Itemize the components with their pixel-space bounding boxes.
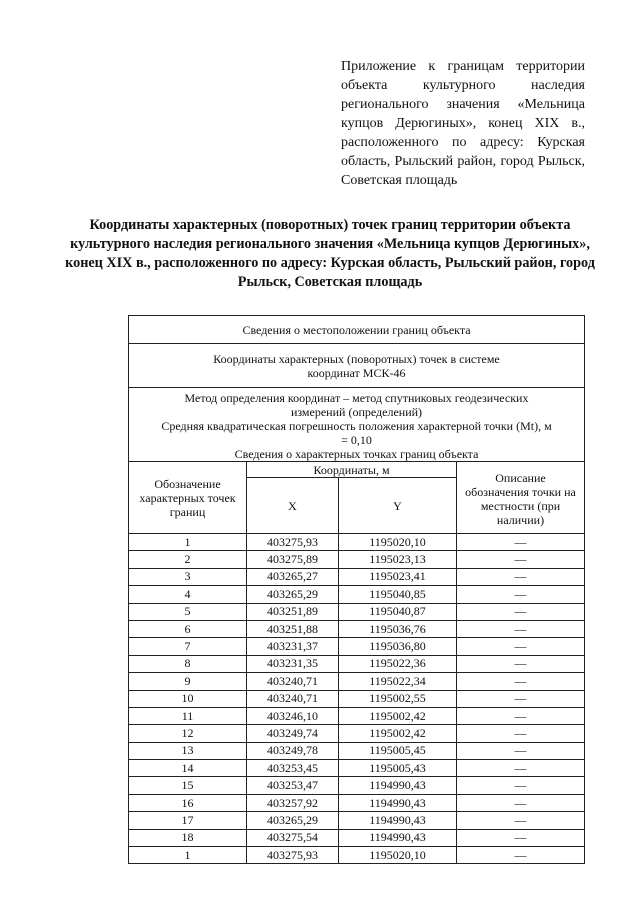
point-description: — [457, 725, 585, 742]
coord-y: 1195022,36 [339, 655, 457, 672]
coord-x: 403265,27 [247, 568, 339, 585]
coord-y: 1195005,43 [339, 760, 457, 777]
coord-x: 403249,78 [247, 742, 339, 759]
point-number: 12 [129, 725, 247, 742]
coord-y: 1195020,10 [339, 847, 457, 864]
coord-y: 1195020,10 [339, 534, 457, 551]
table-row [129, 777, 585, 794]
document-title: Координаты характерных (поворотных) точек границ территории объекта культурного наследия регионального значения «Мельница купцов Дерюгиных», конец XIX в., расположенного по адресу: Курская область, Рыльский район, город Рыльск, Советская площадь [65, 217, 595, 290]
point-description: — [457, 638, 585, 655]
point-number: 17 [129, 812, 247, 829]
coord-x: 403275,89 [247, 551, 339, 568]
point-number: 11 [129, 707, 247, 724]
coord-x: 403253,47 [247, 777, 339, 794]
point-number: 3 [129, 568, 247, 585]
point-number: 16 [129, 794, 247, 811]
table-row [129, 620, 585, 637]
coord-y: 1195022,34 [339, 673, 457, 690]
coord-y: 1195036,76 [339, 620, 457, 637]
annex-note: Приложение к границам территории объекта культурного наследия регионального значения «Мельница купцов Дерюгиных», конец XIX в., расположенного по адресу: Курская область, Рыльский район, город Рыльск, Советская площадь [341, 59, 585, 188]
table-row [129, 742, 585, 759]
table-row [129, 794, 585, 811]
point-description: — [457, 760, 585, 777]
point-description: — [457, 847, 585, 864]
point-description: — [457, 673, 585, 690]
coord-x: 403240,71 [247, 673, 339, 690]
point-number: 14 [129, 760, 247, 777]
coord-x: 403249,74 [247, 725, 339, 742]
point-description: — [457, 707, 585, 724]
coord-x: 403251,89 [247, 603, 339, 620]
coord-y: 1195002,42 [339, 707, 457, 724]
table-row [129, 725, 585, 742]
col-coordinates: Координаты, м [247, 462, 457, 478]
location-header: Сведения о местоположении границ объекта [129, 316, 585, 344]
point-number: 1 [129, 847, 247, 864]
point-number: 13 [129, 742, 247, 759]
coord-x: 403257,92 [247, 794, 339, 811]
col-description: Описание обозначения точки на местности (при наличии) [457, 462, 585, 534]
coord-x: 403275,93 [247, 847, 339, 864]
table-row [129, 534, 585, 551]
point-description: — [457, 568, 585, 585]
table-row [129, 847, 585, 864]
coord-y: 1195036,80 [339, 638, 457, 655]
point-description: — [457, 534, 585, 551]
table-row [129, 812, 585, 829]
table-row [129, 690, 585, 707]
method-info [129, 388, 585, 462]
coord-y: 1194990,43 [339, 777, 457, 794]
coord-y: 1194990,43 [339, 812, 457, 829]
coord-x: 403265,29 [247, 586, 339, 603]
method-line: Метод определения координат – метод спутниковых геодезических измерений (определений) [184, 391, 529, 419]
point-number: 9 [129, 673, 247, 690]
coord-x: 403231,35 [247, 655, 339, 672]
point-description: — [457, 812, 585, 829]
col-x: X [247, 478, 339, 534]
coord-y: 1195002,42 [339, 725, 457, 742]
crs-header: Координаты характерных (поворотных) точек в системе координат МСК-46 [129, 344, 585, 388]
accuracy-line: Средняя квадратическая погрешность положения характерной точки (Mt), м = 0,10 [161, 419, 552, 447]
table-row [129, 829, 585, 846]
coordinates-table [128, 315, 585, 864]
table-row [129, 673, 585, 690]
point-description: — [457, 829, 585, 846]
point-number: 6 [129, 620, 247, 637]
point-description: — [457, 603, 585, 620]
point-description: — [457, 690, 585, 707]
coord-y: 1195005,45 [339, 742, 457, 759]
table-row [129, 655, 585, 672]
table-row [129, 586, 585, 603]
point-number: 5 [129, 603, 247, 620]
point-number: 18 [129, 829, 247, 846]
point-description: — [457, 794, 585, 811]
coord-y: 1194990,43 [339, 794, 457, 811]
point-number: 7 [129, 638, 247, 655]
table-row [129, 568, 585, 585]
point-number: 2 [129, 551, 247, 568]
table-row [129, 603, 585, 620]
point-number: 1 [129, 534, 247, 551]
coord-y: 1195002,55 [339, 690, 457, 707]
point-description: — [457, 655, 585, 672]
coord-x: 403231,37 [247, 638, 339, 655]
coord-x: 403275,54 [247, 829, 339, 846]
point-description: — [457, 620, 585, 637]
coord-x: 403275,93 [247, 534, 339, 551]
table-row [129, 551, 585, 568]
table-row [129, 707, 585, 724]
points-header: Сведения о характерных точках границ объекта [234, 447, 479, 461]
coord-x: 403253,45 [247, 760, 339, 777]
coord-x: 403251,88 [247, 620, 339, 637]
coord-y: 1194990,43 [339, 829, 457, 846]
point-number: 4 [129, 586, 247, 603]
point-description: — [457, 551, 585, 568]
point-description: — [457, 586, 585, 603]
point-number: 15 [129, 777, 247, 794]
coord-y: 1195023,41 [339, 568, 457, 585]
coord-y: 1195040,85 [339, 586, 457, 603]
point-description: — [457, 742, 585, 759]
table-row [129, 638, 585, 655]
table-row [129, 760, 585, 777]
col-y: Y [339, 478, 457, 534]
coord-x: 403240,71 [247, 690, 339, 707]
coord-y: 1195040,87 [339, 603, 457, 620]
coord-x: 403265,29 [247, 812, 339, 829]
coord-y: 1195023,13 [339, 551, 457, 568]
col-designation: Обозначение характерных точек границ [129, 462, 247, 534]
point-number: 10 [129, 690, 247, 707]
coord-x: 403246,10 [247, 707, 339, 724]
point-description: — [457, 777, 585, 794]
point-number: 8 [129, 655, 247, 672]
